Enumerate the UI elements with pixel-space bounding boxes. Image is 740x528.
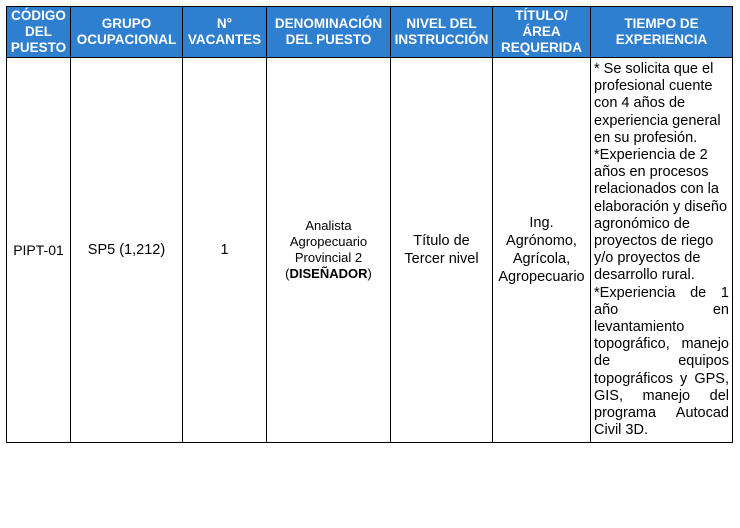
header-tiempo: TIEMPO DE EXPERIENCIA [591, 7, 733, 58]
header-grupo: GRUPO OCUPACIONAL [71, 7, 183, 58]
cell-denominacion [267, 58, 391, 443]
experiencia-item-2: *Experiencia de 2 años en procesos relacionados con la elaboración y diseño agronómico de proyectos de riego y/o proyectos de desarrollo rural. [594, 147, 728, 284]
header-titulo: TÍTULO/ ÁREA REQUERIDA [493, 7, 591, 58]
experiencia-item-1: * Se solicita que el profesional cuente con 4 años de experiencia general en su profesión. [594, 61, 721, 146]
denominacion-role: DISEÑADOR [289, 266, 368, 282]
denominacion-text: Analista Agropecuario Provincial 2 [289, 218, 368, 266]
denominacion-paren-open: ( [285, 266, 290, 282]
header-vacantes: N° VACANTES [183, 7, 267, 58]
cell-grupo: SP5 (1,212) [71, 58, 183, 443]
job-requirements-table [6, 6, 733, 443]
header-row [7, 7, 733, 58]
denominacion-paren-close: ) [367, 266, 372, 282]
table-row [7, 58, 733, 443]
cell-nivel: Título de Tercer nivel [391, 58, 493, 443]
header-denominacion: DENOMINACIÓN DEL PUESTO [267, 7, 391, 58]
header-codigo: CÓDIGO DEL PUESTO [7, 7, 71, 58]
cell-titulo: Ing. Agrónomo, Agrícola, Agropecuario [493, 58, 591, 443]
cell-experiencia [591, 58, 733, 443]
experiencia-item-3: *Experiencia de 1 año en levantamiento topográfico, manejo de equipos topográficos y GPS, GIS, manejo del programa Autocad Civil 3D. [594, 284, 729, 439]
cell-codigo: PIPT-01 [7, 58, 71, 443]
cell-vacantes: 1 [183, 58, 267, 443]
requirements-table-wrapper [6, 6, 733, 443]
header-nivel: NIVEL DEL INSTRUCCIÓN [391, 7, 493, 58]
